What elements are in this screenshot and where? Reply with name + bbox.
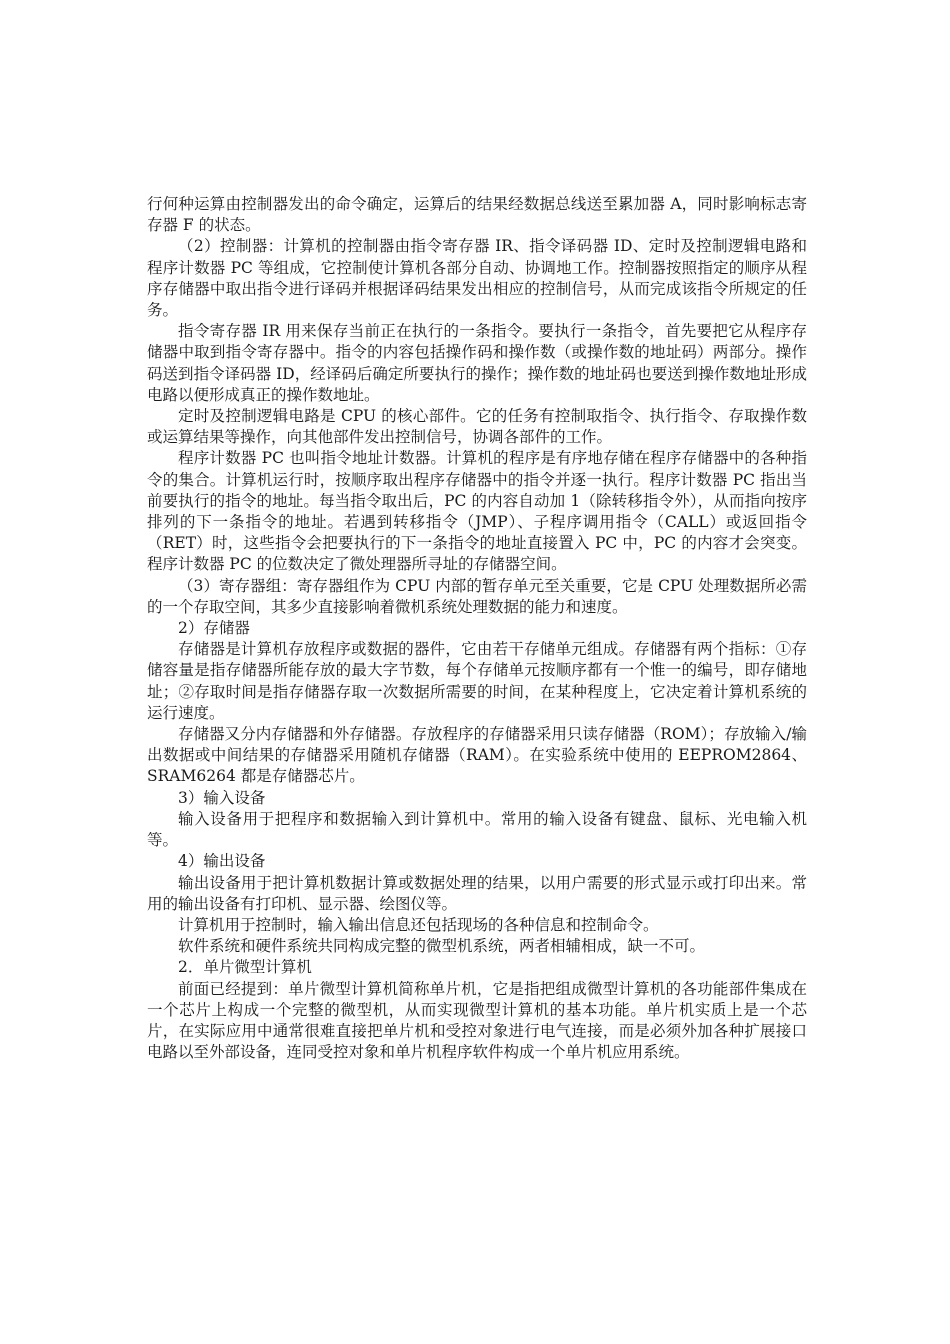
paragraph-controller: （2）控制器：计算机的控制器由指令寄存器 IR、指令译码器 ID、定时及控制逻辑电路和程序计数器 PC 等组成，它控制使计算机各部分自动、协调地工作。控制器按照指定的顺序从程序存储器中取出指令进行译码并根据译码结果发出相应的控制信号，从而完成该指令所规定的任务。 (147, 237, 807, 320)
heading-output-devices: 4）输出设备 (178, 852, 266, 871)
paragraph-single-chip: 前面已经提到：单片微型计算机简称单片机，它是指把组成微型计算机的各功能部件集成在一个芯片上构成一个完整的微型机，从而实现微型计算机的基本功能。单片机实质上是一个芯片，在实际应用中通常很难直接把单片机和受控对象进行电气连接，而是必须外加各种扩展接口电路以至外部设备，连同受控对象和单片机程序软件构成一个单片机应用系统。 (147, 979, 807, 1062)
paragraph-timing-control: 定时及控制逻辑电路是 CPU 的核心部件。它的任务有控制取指令、执行指令、存取操作数或运算结果等操作，向其他部件发出控制信号，协调各部件的工作。 (147, 407, 807, 447)
paragraph-input-devices: 输入设备用于把程序和数据输入到计算机中。常用的输入设备有键盘、鼠标、光电输入机等。 (147, 809, 807, 850)
heading-single-chip: 2．单片微型计算机 (178, 958, 312, 977)
paragraph-program-counter: 程序计数器 PC 也叫指令地址计数器。计算机的程序是有序地存储在程序存储器中的各种指令的集合。计算机运行时，按顺序取出程序存储器中的指令并逐一执行。程序计数器 PC 指出当前要执行的指令的地址。每当指令取出后，PC 的内容自动加 1（除转移指令外），从而指向按序排列的下一条指令的地址。若遇到转移指令（JMP）、子程序调用指令（CALL）或返回指令（RET）时，这些指令会把要执行的下一条指令的地址直接置入 PC 中，PC 的内容才会突变。程序计数器 PC 的位数决定了微处理器所寻址的存储器空间。 (147, 449, 807, 574)
paragraph-register-group: （3）寄存器组：寄存器组作为 CPU 内部的暂存单元至关重要，它是 CPU 处理数据所必需的一个存取空间，其多少直接影响着微机系统处理数据的能力和速度。 (147, 576, 807, 616)
heading-memory: 2）存储器 (178, 619, 250, 638)
heading-input-devices: 3）输入设备 (178, 788, 266, 807)
paragraph-memory: 存储器是计算机存放程序或数据的器件，它由若干存储单元组成。存储器有两个指标：①存储容量是指存储器所能存放的最大字节数，每个存储单元按顺序都有一个惟一的编号，即存储地址；②存取时间是指存储器存取一次数据所需要的时间，在某种程度上，它决定着计算机系统的运行速度。 (147, 640, 807, 722)
paragraph-software-hardware: 软件系统和硬件系统共同构成完整的微型机系统，两者相辅相成，缺一不可。 (178, 937, 706, 956)
paragraph-continuation: 行何种运算由控制器发出的命令确定，运算后的结果经数据总线送至累加器 A，同时影响标志寄存器 F 的状态。 (147, 195, 807, 235)
paragraph-output-devices: 输出设备用于把计算机数据计算或数据处理的结果，以用户需要的形式显示或打印出来。常用的输出设备有打印机、显示器、绘图仪等。 (147, 873, 807, 913)
paragraph-instruction-register: 指令寄存器 IR 用来保存当前正在执行的一条指令。要执行一条指令，首先要把它从程序存储器中取到指令寄存器中。指令的内容包括操作码和操作数（或操作数的地址码）两部分。操作码送到指令译码器 ID，经译码后确定所要执行的操作；操作数的地址码也要送到操作数地址形成电路以便形成真正的操作数地址。 (147, 322, 807, 404)
paragraph-control-io: 计算机用于控制时，输入输出信息还包括现场的各种信息和控制命令。 (178, 915, 659, 934)
body-text (147, 194, 807, 1063)
paragraph-memory-types: 存储器又分内存储器和外存储器。存放程序的存储器采用只读存储器（ROM）；存放输入/输出数据或中间结果的存储器采用随机存储器（RAM）。在实验系统中使用的 EEPROM2864、SRAM6264 都是存储器芯片。 (147, 725, 807, 786)
